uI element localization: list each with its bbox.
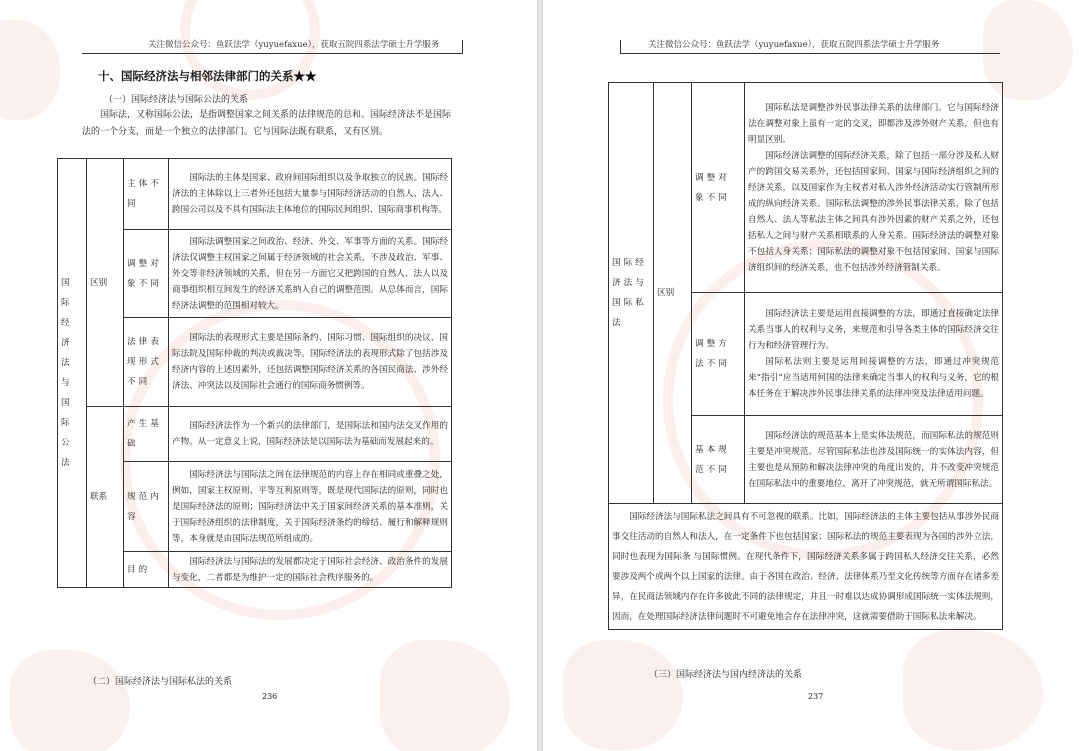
table-diff-cell: 区别 (654, 83, 692, 504)
subsection-title: （一）国际经济法与国际公法的关系 (104, 95, 249, 105)
row-label: 产生基础 (124, 407, 169, 462)
page-header: 关注微信公众号：鱼跃法学（yuyuefaxue），获取五院四系法学硕士升学服务 (148, 40, 440, 50)
table-link-cell: 联系 (87, 407, 124, 588)
row-text (745, 293, 1003, 416)
row-label: 规范内容 (124, 462, 169, 552)
page-236 (0, 0, 537, 751)
row-label: 调整对象不同 (692, 83, 745, 293)
row-label: 调整方法不同 (692, 293, 745, 416)
watermark-dragon (563, 640, 683, 750)
table-diff-cell: 区别 (87, 159, 124, 407)
row-paragraph: 国际经济法的规范基本上是实体法规范，而国际私法的规范则主要是冲突规范。尽管国际私法也涉及国际统一的实体法内容，但主要也是从预防和解决法律冲突的角度出发的，并不改变冲突规范在国际私法中的重要地位，离开了冲突规范，就无所谓国际私法。 (748, 430, 999, 489)
watermark-seal (180, 0, 320, 100)
row-paragraph: 国际经济法主要是运用直接调整的方法，即通过直接确定法律关系当事人的权利与义务，来规范和引导各类主体的国际经济交往行为和经济管理行为。 (748, 309, 999, 351)
comparison-table-private-law (608, 82, 1003, 630)
table-subject-cell: 国际经济法与国际公法 (58, 159, 87, 588)
table-subject-cell: 国际经济法与国际私法 (609, 83, 654, 504)
watermark-dragon (10, 650, 130, 751)
row-label: 主体不同 (124, 159, 169, 230)
row-text: 国际法的表现形式主要是国际条约、国际习惯、国际组织的决议、国际法院及国际仲裁的判决或裁决等。国际经济法的表现形式除了包括涉及经济内容的上述因素外，还包括调整国际经济关系的各国民商法、涉外经济法、冲突法以及国际社会通行的国际商务惯例等。 (169, 318, 452, 407)
watermark-dragon (380, 640, 510, 751)
subsection-title-next: （三）国际经济法与国内经济法的关系 (649, 670, 803, 680)
row-text (745, 83, 1003, 293)
subsection-title-next: （二）国际经济法与国际私法的关系 (88, 677, 233, 687)
table-link-text: 国际经济法与国际私法之间具有不可忽视的联系。比如，国际经济法的主体主要包括从事涉外民商事交往活动的自然人和法人，在一定条件下也包括国家；国际私法的规范主要表现为各国的涉外立法，同时也表现为国际条 与国际惯例。在现代条件下，国际经济关系多属于跨国私人经济交往关系，必然要涉及两个或两个以上国家的法律。由于各国在政治、经济、法律体系乃至文化传统等方面存在诸多差异，在民商法领域内存在许多彼此不同的法律规定，并且一时难以达成协调形成国际统一实体法规则，因而，在处理国际经济法律问题时不可避免地会存在法律冲突，这就需要借助于国际私法来解决。 (609, 504, 1003, 630)
row-text (745, 416, 1003, 504)
page-header: 关注微信公众号：鱼跃法学（yuyuefaxue），获取五院四系法学硕士升学服务 (648, 40, 940, 50)
row-paragraph: 国际私法是调整涉外民事法律关系的法律部门。它与国际经济法在调整对象上虽有一定的交叉，即都涉及涉外财产关系，但也有明显区别。 (748, 102, 999, 145)
header-rule-tick (462, 40, 463, 54)
row-label: 基本规范不同 (692, 416, 745, 504)
row-label: 目的 (124, 552, 169, 588)
row-paragraph: 国际私法则主要是运用间接调整的方法，即通过冲突规范来“指引”应当适用何国的法律来确定当事人的权利与义务，它的根本任务在于解决涉外民事法律关系的法律冲突及法律适用问题。 (748, 357, 999, 399)
row-text: 国际法调整国家之间政治、经济、外交、军事等方面的关系。国际经济法仅调整主权国家之间属于经济领域的社会关系，不涉及政治、军事、外交等非经济领域的关系，但在另一方面它又把跨国的自然人、法人以及商事组织相互间发生的经济关系纳入自己的调整范围。从总体而言，国际经济法调整的范围相对较大。 (169, 230, 452, 318)
page-237 (543, 0, 1080, 751)
row-paragraph: 国际经济法调整的国际经济关系，除了包括一部分涉及私人财产的跨国交易关系外，还包括国家间、国家与国际经济组织之间的经济关系，以及国家作为主权者对私人涉外经济活动实行管制所形成的纵向经济关系。国际私法调整的涉外民事法律关系，除了包括自然人、法人等私法主体之间具有涉外因素的财产关系之外，还包括私人之间与财产关系相联系的人身关系。国际经济法的调整对象不包括人身关系；国际私法的调整对象不包括国家间、国家与国际 济组织间的经济关系，也不包括涉外经济管制关系。 (748, 150, 999, 273)
watermark-dragon (0, 20, 60, 120)
watermark-dragon (903, 630, 1043, 750)
row-label: 法律表现形式不同 (124, 318, 169, 407)
header-rule (620, 53, 1000, 54)
page-number: 236 (262, 692, 278, 701)
header-rule-tick (620, 40, 621, 54)
header-rule (82, 53, 462, 54)
row-text: 国际经济法与国际法之间在法律规范的内容上存在相同或重叠之处，例如，国家主权原则、平等互利原则等，既是现代国际法的原则，同时也是国际经济法的原则；国际经济法中关于国家间经济关系的基本准则，关于国际经济组织的法律制度，关于国际经济条约的缔结、履行和解释规则等，本身就是由国际法规范所组成的。 (169, 462, 452, 552)
page-number: 237 (808, 692, 824, 701)
row-text: 国际经济法作为一个新兴的法律部门，是国际法和国内法交叉作用的产物。从一定意义上说，国际经济法是以国际法为基础而发展起来的。 (169, 407, 452, 462)
row-text: 国际法的主体是国家、政府间国际组织以及争取独立的民族。国际经济法的主体除以上三者外还包括大量参与国际经济活动的自然人、法人、跨国公司以及不具有国际法主体地位的国际民间组织、国际商事机构等。 (169, 159, 452, 230)
row-label: 调整对象不同 (124, 230, 169, 318)
row-text: 国际经济法与国际法的发展都决定于国际社会经济、政治条件的发展与变化，二者都是为维护一定的国际社会秩序服务的。 (169, 552, 452, 588)
section-title: 十、国际经济法与相邻法律部门的关系★★ (98, 69, 317, 83)
intro-paragraph: 国际法，又称国际公法，是指调整国家之间关系的法律规范的总和。国际经济法不是国际法的一个分支，而是一个独立的法律部门。它与国际法既有联系，又有区别。 (82, 110, 452, 137)
comparison-table-public-law (57, 158, 452, 588)
